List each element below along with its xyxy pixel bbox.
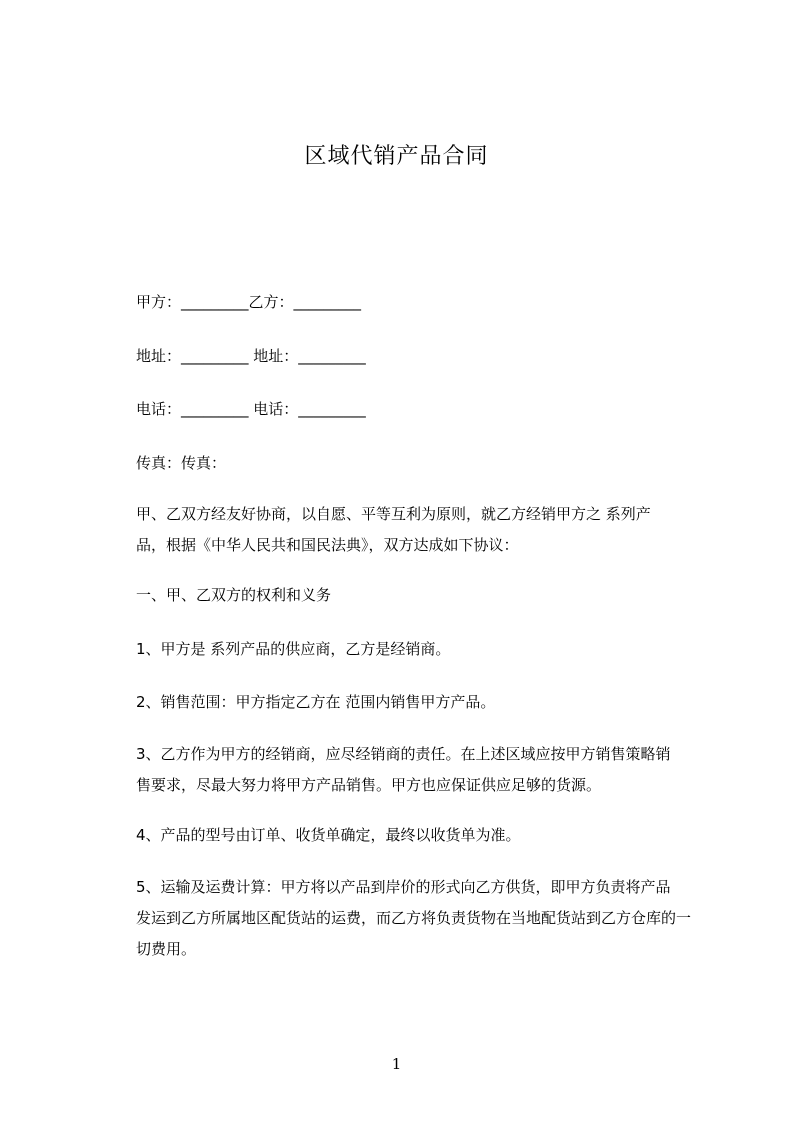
clause-4: 4、产品的型号由订单、收货单确定，最终以收货单为准。 (136, 826, 521, 844)
clause-1: 1、甲方是 系列产品的供应商，乙方是经销商。 (136, 640, 451, 658)
party-address-line: 地址：_________ 地址：_________ (136, 347, 366, 365)
intro-line: 品，根据《中华人民共和国民法典》，双方达成如下协议： (136, 536, 519, 554)
clause-2: 2、销售范围：甲方指定乙方在 范围内销售甲方产品。 (136, 693, 496, 711)
clause-3 (136, 739, 726, 801)
page-number: 1 (391, 1055, 402, 1073)
section-heading: 一、甲、乙双方的权利和义务 (136, 586, 332, 604)
clause-5-line: 发运到乙方所属地区配货站的运费，而乙方将负责货物在当地配货站到乙方仓库的一 (136, 909, 692, 927)
party-names-line: 甲方：_________乙方：_________ (136, 293, 362, 311)
intro-paragraph (136, 499, 726, 561)
clause-5 (136, 872, 726, 965)
party-fax-line: 传真：传真： (136, 454, 227, 472)
clause-3-line: 售要求，尽最大努力将甲方产品销售。甲方也应保证供应足够的货源。 (136, 776, 602, 794)
document-title: 区域代销产品合同 (304, 144, 489, 169)
clause-3-line: 3、乙方作为甲方的经销商，应尽经销商的责任。在上述区域应按甲方销售策略销 (136, 745, 671, 763)
clause-5-line: 切费用。 (136, 940, 197, 958)
party-phone-line: 电话：_________ 电话：_________ (136, 400, 366, 418)
clause-5-line: 5、运输及运费计算：甲方将以产品到岸价的形式向乙方供货，即甲方负责将产品 (136, 878, 671, 896)
intro-line: 甲、乙双方经友好协商，以自愿、平等互利为原则，就乙方经销甲方之 系列产 (136, 505, 651, 523)
